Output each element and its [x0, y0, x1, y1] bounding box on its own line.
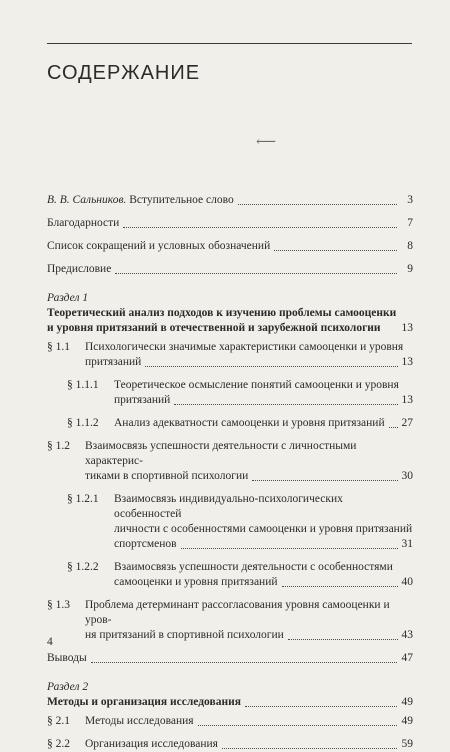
dot-leader — [282, 586, 398, 587]
dot-leader — [181, 548, 398, 549]
toc-entry-conclusions — [47, 651, 413, 666]
toc-title: Взаимосвязь успешности деятельности с личностными характерис- — [85, 440, 357, 467]
dot-leader — [115, 273, 397, 274]
toc-title: Теоретическое осмысление понятий самооценки и уровня — [114, 379, 399, 391]
toc-author: В. В. Сальников. — [47, 194, 127, 206]
section-label: Раздел 1 — [47, 292, 89, 304]
toc-entry-2-2 — [47, 737, 413, 752]
toc-entry-part1 — [47, 321, 413, 336]
toc-number: § 2.2 — [47, 738, 70, 750]
toc-page: 40 — [401, 576, 413, 588]
top-rule — [47, 43, 412, 44]
toc-title: Проблема детерминант рассогласования уровня самооценки и уров- — [85, 599, 390, 626]
toc-page: 31 — [401, 538, 413, 550]
toc-entry-1-1-2 — [47, 416, 413, 431]
toc-page: 9 — [407, 263, 413, 275]
dot-leader — [252, 480, 397, 481]
toc-entry-2-1 — [47, 714, 413, 729]
toc-title: притязаний — [114, 394, 171, 406]
dot-leader — [222, 748, 397, 749]
toc-entry-part2 — [47, 695, 413, 710]
dot-leader — [123, 227, 397, 228]
toc-page: 13 — [401, 356, 413, 368]
section-title-line: и уровня притязаний в отечественной и зарубежной психологии — [47, 322, 381, 334]
toc-title: спортсменов — [114, 538, 177, 550]
page-number: 4 — [47, 636, 53, 648]
table-of-contents — [47, 193, 413, 752]
toc-entry-thanks — [47, 216, 413, 231]
section-title-line: Теоретический анализ подходов к изучению проблемы самооценки — [47, 307, 397, 319]
toc-title: самооценки и уровня притязаний — [114, 576, 278, 588]
section-title-line: Методы и организация исследования — [47, 696, 241, 708]
toc-entry-1-1-1 — [47, 378, 413, 408]
toc-entry-abbreviations — [47, 239, 413, 254]
toc-title: Анализ адекватности самооценки и уровня притязаний — [114, 417, 385, 429]
toc-page: 47 — [401, 652, 413, 664]
toc-entry-1-2-2 — [47, 560, 413, 590]
toc-page: 43 — [401, 629, 413, 641]
toc-title: тиками в спортивной психологии — [85, 470, 249, 482]
toc-page: 7 — [407, 217, 413, 229]
toc-entry-preface — [47, 262, 413, 277]
toc-page: 13 — [401, 322, 413, 334]
toc-title: Выводы — [47, 652, 87, 664]
toc-number: § 1.2.1 — [67, 493, 99, 505]
toc-title: личности с особенностями самооценки и уровня притязаний — [114, 523, 413, 535]
dot-leader — [274, 250, 397, 251]
toc-entry-1-3 — [47, 598, 413, 643]
toc-title: Благодарности — [47, 217, 120, 229]
toc-number: § 1.2 — [47, 440, 70, 452]
toc-page: 49 — [401, 696, 413, 708]
dot-leader — [91, 662, 397, 663]
dot-leader — [245, 706, 397, 707]
arrow-mark: ⟵ — [256, 135, 277, 150]
dot-leader — [174, 404, 397, 405]
dot-leader — [145, 366, 397, 367]
toc-title: Психологически значимые характеристики самооценки и уровня — [85, 341, 404, 353]
toc-page: 13 — [401, 394, 413, 406]
toc-title: Взаимосвязь успешности деятельности с особенностями — [114, 561, 393, 573]
toc-title: Организация исследования — [85, 738, 218, 750]
toc-title: Взаимосвязь индивидуально-психологических особенностей — [114, 493, 343, 520]
toc-number: § 1.1.1 — [67, 379, 99, 391]
toc-entry-1-1 — [47, 340, 413, 370]
toc-title: Методы исследования — [85, 715, 194, 727]
toc-title: притязаний — [85, 356, 142, 368]
page-title: СОДЕРЖАНИЕ — [47, 62, 201, 84]
toc-entry-intro — [47, 193, 413, 208]
toc-entry-1-2 — [47, 439, 413, 484]
toc-title: Список сокращений и условных обозначений — [47, 240, 271, 252]
toc-page: 30 — [401, 470, 413, 482]
toc-page: 8 — [407, 240, 413, 252]
toc-page: 27 — [401, 417, 413, 429]
dot-leader — [389, 427, 398, 428]
toc-page: 49 — [401, 715, 413, 727]
toc-title: Предисловие — [47, 263, 112, 275]
dot-leader — [288, 639, 398, 640]
toc-title: ня притязаний в спортивной психологии — [85, 629, 284, 641]
dot-leader — [238, 204, 397, 205]
toc-number: § 1.3 — [47, 599, 70, 611]
section-label: Раздел 2 — [47, 681, 89, 693]
toc-page: 59 — [401, 738, 413, 750]
toc-number: § 1.1.2 — [67, 417, 99, 429]
toc-page: 3 — [407, 194, 413, 206]
toc-entry-1-2-1 — [47, 492, 413, 552]
dot-leader — [198, 725, 397, 726]
toc-number: § 2.1 — [47, 715, 70, 727]
toc-number: § 1.1 — [47, 341, 70, 353]
toc-title: Вступительное слово — [129, 194, 234, 206]
toc-number: § 1.2.2 — [67, 561, 99, 573]
